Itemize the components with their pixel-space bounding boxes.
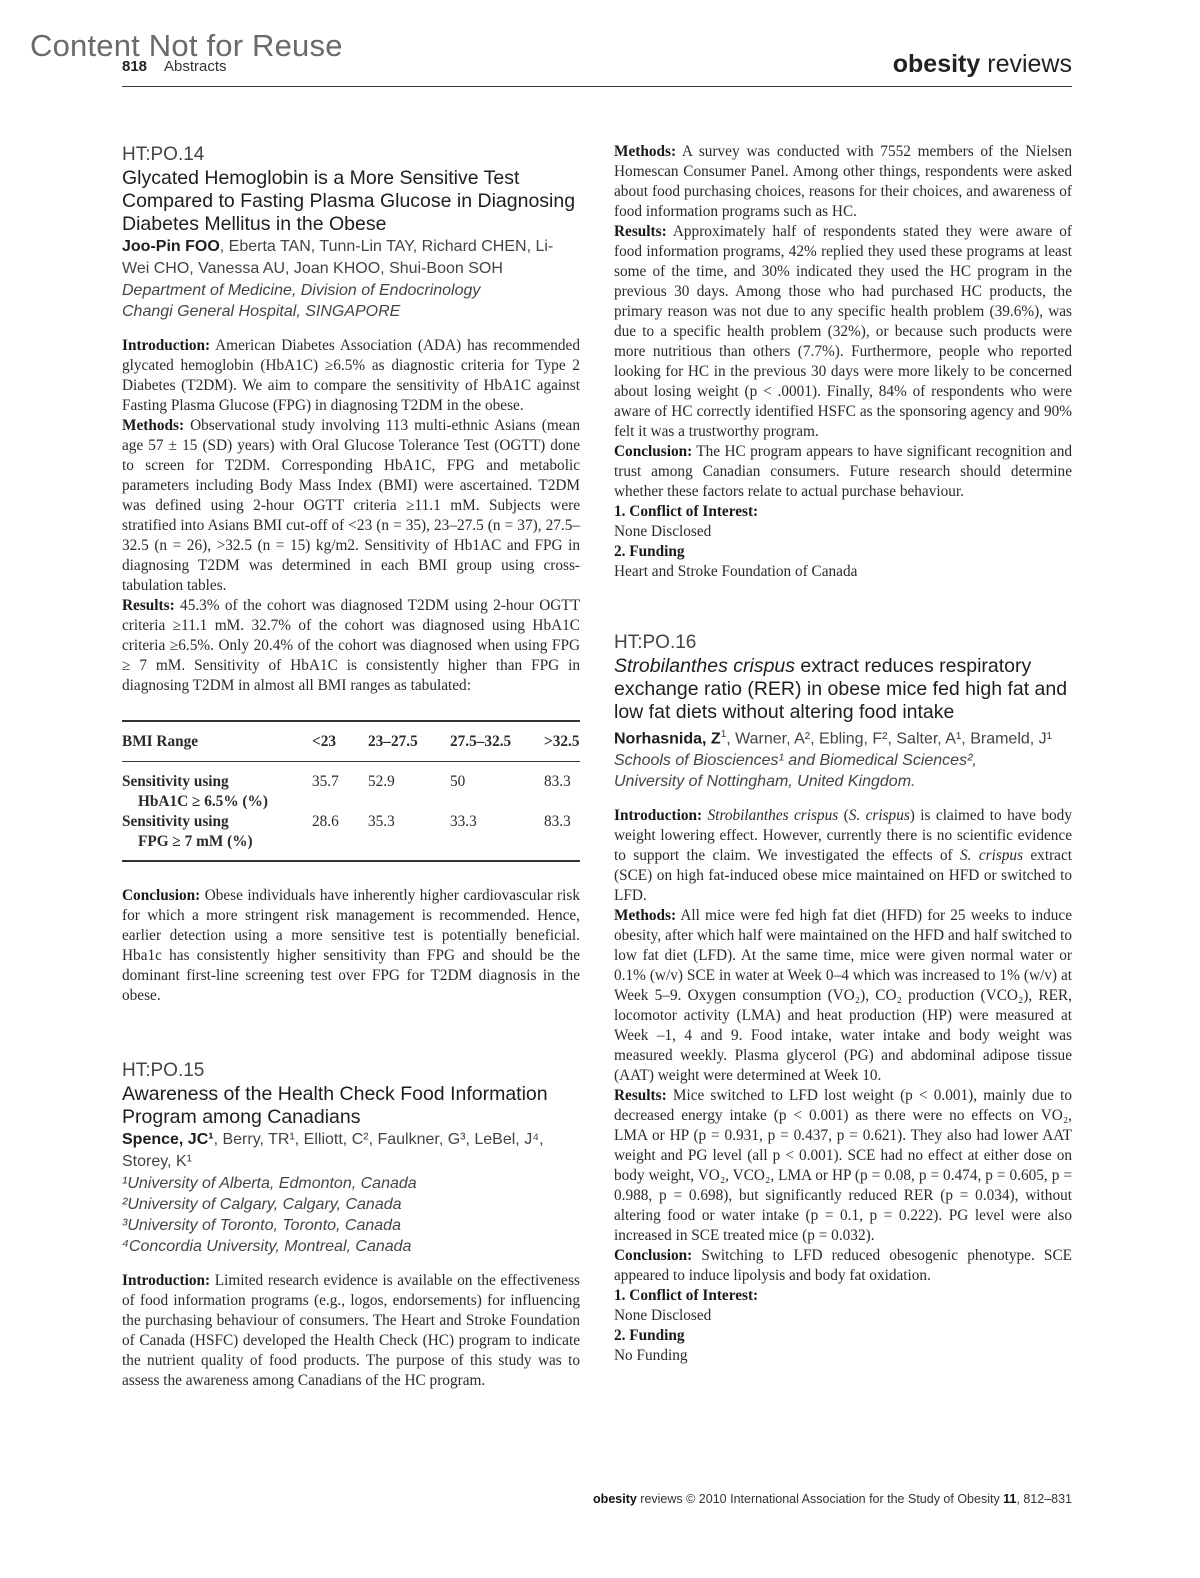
journal-title xyxy=(893,50,1072,79)
section-label: Methods: xyxy=(614,907,677,925)
section-label: Methods: xyxy=(122,417,185,434)
section-label: 2. Funding xyxy=(614,543,685,560)
conflict-of-interest-text: None Disclosed xyxy=(614,1307,712,1325)
affiliation: ¹University of Alberta, Edmonton, Canada xyxy=(122,1175,417,1192)
conflict-of-interest-text: None Disclosed xyxy=(614,523,712,540)
section-label: Conclusion: xyxy=(122,887,201,904)
journal-title-rest: reviews xyxy=(987,50,1072,78)
affiliation: Schools of Biosciences¹ and Biomedical Sciences², xyxy=(614,752,977,770)
abstract-title xyxy=(614,655,1072,724)
affiliation: Changi General Hospital, SINGAPORE xyxy=(122,303,401,320)
section-text: Observational study involving 113 multi-ethnic Asians (mean age 57 ± 15 (SD) years) with Oral Glucose Tolerance Test (OGTT) done to screen for T2DM. Corresponding HbA1C, FPG and metabolic parameters including Body Mass Index (BMI) were ascertained. T2DM was defined using 2-hour OGTT criteria ≥11.1 mM. Subjects were stratified into Asians BMI cut-off of <23 (n = 35), 23–27.5 (n = 37), 27.5–32.5 (n = 26), >32.5 (n = 15) kg/m2. Sensitivity of Hb1AC and FPG in diagnosing T2DM was determined in each BMI group using cross-tabulation tables. xyxy=(122,417,580,594)
row-label-line: Sensitivity using xyxy=(122,813,229,830)
conclusion-paragraph xyxy=(614,1246,1072,1286)
row-label xyxy=(122,762,312,813)
affiliation: ³University of Toronto, Toronto, Canada xyxy=(122,1217,401,1234)
section-label: 2. Funding xyxy=(614,1327,685,1345)
section-text: Approximately half of respondents stated they were aware of food information programs, 42% replied they used these programs at least some of the time, and 30% indicated they used the HC program in the previous 30 days. Among those who had purchased HC products, the primary reason was not due to any specific health problem (39.6%), was due to a specific health problem (32%), or because such products were more nutritious than others (7.7%). Furthermore, people who reported looking for HC in the previous 30 days were more likely to be concerned about losing weight (p < .0001). Finally, 84% of respondents who were aware of HC correctly identified HSFC as the sponsoring agency and 90% felt it was a trustworthy program. xyxy=(614,223,1072,440)
row-label-line: Sensitivity using xyxy=(122,773,229,790)
section-text: American Diabetes Association (ADA) has recommended glycated hemoglobin (HbA1C) ≥6.5% as diagnostic criteria for Type 2 Diabetes (T2DM). We aim to compare the sensitivity of HbA1C against Fasting Plasma Glucose (FPG) in diagnosing T2DM in the obese. xyxy=(122,337,580,414)
species-name: S. crispus xyxy=(848,807,910,825)
conflict-of-interest-heading xyxy=(614,1286,1072,1306)
section-label: Conclusion: xyxy=(614,443,693,460)
right-column xyxy=(614,142,1072,1366)
results-paragraph xyxy=(122,596,580,696)
abstract-title: Glycated Hemoglobin is a More Sensitive Test Compared to Fasting Plasma Glucose in Diagnosing Diabetes Mellitus in the Obese xyxy=(122,167,576,235)
table-cell: 35.3 xyxy=(368,813,395,830)
author-list xyxy=(122,1129,580,1173)
journal-title-bold: obesity xyxy=(892,50,981,78)
results-paragraph xyxy=(614,222,1072,442)
methods-paragraph xyxy=(122,416,580,596)
footer-text: reviews © 2010 International Association for the Study of Obesity xyxy=(636,1492,1004,1506)
funding-text: Heart and Stroke Foundation of Canada xyxy=(614,563,858,580)
section-text: Limited research evidence is available on the effectiveness of food information programs (e.g., logos, endorsements) for influencing the purchasing behaviour of consumers. The Heart and Stroke Foundation of Canada (HSFC) developed the Health Check (HC) program to indicate the nutrient quality of food products. The purpose of this study was to assess the awareness among Canadians of the HC program. xyxy=(122,1272,580,1389)
footer-volume: 11 xyxy=(1003,1492,1017,1506)
abstract-code: HT:PO.14 xyxy=(122,144,205,165)
section-label: 1. Conflict of Interest: xyxy=(614,503,759,520)
section-text: The HC program appears to have significant recognition and trust among Canadian consumers. Future research should determine whether these factors relate to actual purchase behaviour. xyxy=(614,443,1072,500)
table-header-cell: 27.5–32.5 xyxy=(450,733,512,750)
table-header-cell: <23 xyxy=(312,733,337,750)
section-label: Results: xyxy=(614,1087,667,1105)
abstract-code: HT:PO.15 xyxy=(122,1060,205,1081)
table-cell: 52.9 xyxy=(368,773,395,790)
table-header-cell: >32.5 xyxy=(544,733,580,750)
title-rest: extract reduces respiratory exchange ratio (RER) in obese mice fed high fat and low fat diets without altering food intake xyxy=(614,655,1068,723)
section-text: All mice were fed high fat diet (HFD) for 25 weeks to induce obesity, after which half were maintained on the HFD and half switched to low fat diet (LFD). At the same time, mice were given normal water or 0.1% (w/v) SCE in water at Week 0–4 which was increased to 1% (w/v) at Week 5–9. Oxygen consumption (VO₂), CO₂ production (VCO₂), RER, locomotor activity (LMA) and heat production (HP) were measured at Week –1, 4 and 9. Food intake, water intake and body weight was measured weekly. Plasma glycerol (PG) and abdominal adipose tissue (AAT) weight were determined at Week 10. xyxy=(614,907,1072,1085)
table-header-cell: 23–27.5 xyxy=(368,733,418,750)
section-text: 45.3% of the cohort was diagnosed T2DM using 2-hour OGTT criteria ≥11.1 mM. 32.7% of the cohort was diagnosed using HbA1C criteria ≥6.5%. Only 20.4% of the cohort was diagnosed when using FPG ≥ 7 mM. Sensitivity of HbA1C is consistently higher than FPG in diagnosing T2DM in almost all BMI ranges as tabulated: xyxy=(122,597,580,694)
funding-heading xyxy=(614,1326,1072,1346)
author-list xyxy=(614,724,1072,750)
section-text: A survey was conducted with 7552 members of the Nielsen Homescan Consumer Panel. Among other things, respondents were asked about food purchasing choices, reasons for their choices, and awareness of food information programs such as HC. xyxy=(614,143,1072,220)
conclusion-paragraph xyxy=(122,886,580,1006)
abstract-ht-po-16 xyxy=(614,630,1072,1366)
row-label-line: HbA1C ≥ 6.5% (%) xyxy=(138,793,268,810)
title-italic: Strobilanthes crispus xyxy=(614,655,796,677)
abstract-code: HT:PO.16 xyxy=(614,632,697,653)
abstract-ht-po-14 xyxy=(122,142,580,1006)
lead-author: Joo-Pin FOO xyxy=(122,238,220,255)
footer-journal-bold: obesity xyxy=(593,1492,637,1506)
lead-author: Norhasnida, Z xyxy=(614,730,721,748)
affiliation: ⁴Concordia University, Montreal, Canada xyxy=(122,1238,412,1255)
section-label: 1. Conflict of Interest: xyxy=(614,1287,759,1305)
footer-pages: , 812–831 xyxy=(1016,1492,1072,1506)
section-label: Introduction: xyxy=(122,337,211,354)
table-cell: 35.7 xyxy=(312,773,339,790)
section-label: Methods: xyxy=(614,143,677,160)
bmi-sensitivity-table xyxy=(122,720,580,862)
other-authors: , Warner, A², Ebling, F², Salter, A¹, Brameld, J¹ xyxy=(726,730,1052,748)
introduction-paragraph xyxy=(122,1271,580,1391)
table-cell: 50 xyxy=(450,773,466,790)
section-label: Introduction: xyxy=(122,1272,211,1289)
watermark: Content Not for Reuse xyxy=(30,28,343,63)
affiliation: ²University of Calgary, Calgary, Canada xyxy=(122,1196,402,1213)
left-column xyxy=(122,142,580,1391)
abstract-ht-po-15-continued xyxy=(614,142,1072,582)
table-cell: 83.3 xyxy=(544,813,571,830)
abstract-title: Awareness of the Health Check Food Information Program among Canadians xyxy=(122,1083,548,1128)
section-label: Introduction: xyxy=(614,807,703,825)
row-label xyxy=(122,812,312,861)
lead-author: Spence, JC¹ xyxy=(122,1131,214,1148)
other-authors: , Berry, TR¹, Elliott, C², Faulkner, G³, LeBel, J⁴, Storey, K¹ xyxy=(122,1131,544,1170)
page-number: 818 xyxy=(122,58,148,75)
section-label: Conclusion: xyxy=(614,1247,693,1265)
other-authors: , Eberta TAN, Tunn-Lin TAY, Richard CHEN, Li-Wei CHO, Vanessa AU, Joan KHOO, Shui-Boon SOH xyxy=(122,238,554,277)
conflict-of-interest-heading xyxy=(614,502,1072,522)
section-text: ) is claimed to have body weight lowering effect. However, currently there is no scientific evidence to support the claim. We investigated the effects of xyxy=(614,807,1072,865)
table-cell: 28.6 xyxy=(312,813,339,830)
introduction-paragraph xyxy=(614,806,1072,906)
methods-paragraph xyxy=(614,142,1072,222)
section-text: Mice switched to LFD lost weight (p < 0.001), mainly due to decreased energy intake (p < 0.001) as there were no effects on VO₂, LMA or HP (p = 0.931, p = 0.437, p = 0.621). They also had lower AAT weight and PG level (all p < 0.001). SCE had no effect at either dose on body weight, VO₂, VCO₂, LMA or HP (p = 0.08, p = 0.474, p = 0.605, p = 0.988, p = 0.698), but significantly reduced RER (p = 0.034), without altering food or water intake (p = 0.1, p = 0.222). PG level were also increased in SCE treated mice (p = 0.032). xyxy=(614,1087,1072,1245)
section-text: Obese individuals have inherently higher cardiovascular risk for which a more stringent risk management is recommended. Hence, earlier detection using a more sensitive test is potentially beneficial. Hba1c has consistently higher sensitivity than FPG and should be the dominant first-line screening test over FPG for T2DM diagnosis in the obese. xyxy=(122,887,580,1004)
row-label-line: FPG ≥ 7 mM (%) xyxy=(138,833,253,850)
table-cell: 83.3 xyxy=(544,773,571,790)
affiliation: Department of Medicine, Division of Endocrinology xyxy=(122,282,481,299)
page-header xyxy=(122,50,1072,87)
species-name: Strobilanthes crispus xyxy=(707,807,839,825)
table-cell: 33.3 xyxy=(450,813,477,830)
section-label: Results: xyxy=(614,223,667,240)
introduction-paragraph xyxy=(122,336,580,416)
results-paragraph xyxy=(614,1086,1072,1246)
species-name: S. crispus xyxy=(960,847,1024,865)
funding-text: No Funding xyxy=(614,1347,688,1365)
section-label: Results: xyxy=(122,597,175,614)
table-row xyxy=(122,812,580,861)
abstract-ht-po-15 xyxy=(122,1058,580,1391)
lead-author-sup: 1 xyxy=(720,729,727,740)
section-text: ( xyxy=(838,807,849,825)
conclusion-paragraph xyxy=(614,442,1072,502)
table-header-row xyxy=(122,721,580,762)
methods-paragraph xyxy=(614,906,1072,1086)
section-text: extract (SCE) on high fat-induced obese mice maintained on HFD or switched to LFD. xyxy=(614,847,1072,905)
page-footer xyxy=(0,1492,1072,1506)
affiliation: University of Nottingham, United Kingdom. xyxy=(614,773,916,791)
table-header-cell: BMI Range xyxy=(122,733,199,750)
section-text: Switching to LFD reduced obesogenic phenotype. SCE appeared to induce lipolysis and body fat oxidation. xyxy=(614,1247,1072,1285)
section-label: Abstracts xyxy=(164,58,227,75)
author-list xyxy=(122,236,580,280)
table-row xyxy=(122,762,580,813)
funding-heading xyxy=(614,542,1072,562)
